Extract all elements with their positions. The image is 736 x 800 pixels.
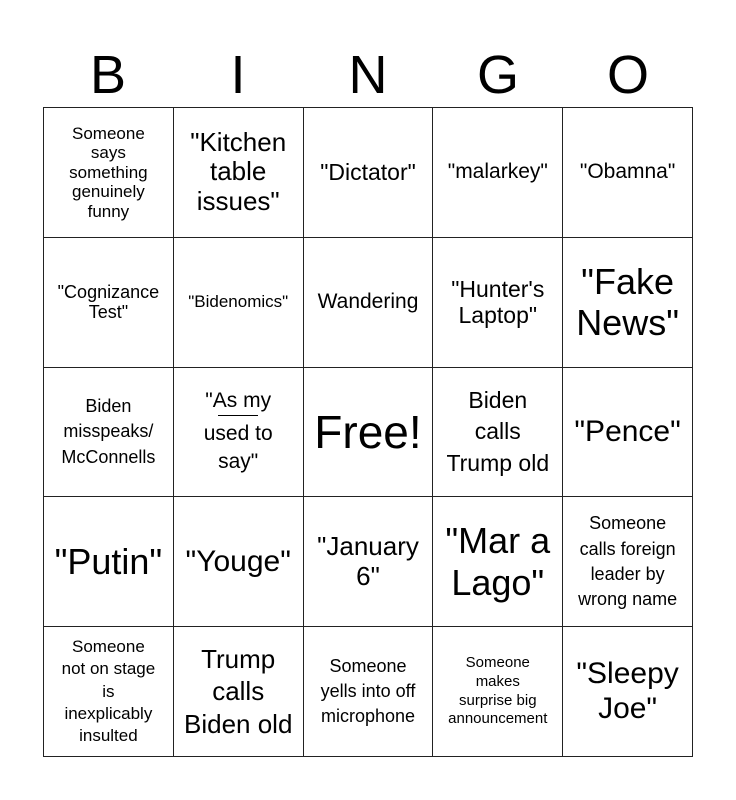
cell-text: "Putin": [54, 541, 163, 583]
cell-text: used to say": [203, 422, 273, 473]
bingo-cell-o2[interactable]: [563, 238, 693, 368]
bingo-cell-o4[interactable]: [563, 497, 693, 627]
bingo-cell-g3[interactable]: [433, 368, 563, 498]
header-letter-i: I: [230, 45, 246, 105]
cell-text: Someone yells into off microphone: [320, 655, 416, 727]
header-letter-n: N: [348, 45, 388, 105]
bingo-cell-g4[interactable]: [433, 497, 563, 627]
bingo-cell-b4[interactable]: [44, 497, 174, 627]
bingo-cell-i2[interactable]: [174, 238, 304, 368]
bingo-cell-o1[interactable]: [563, 108, 693, 238]
bingo-cell-o3[interactable]: [563, 368, 693, 498]
bingo-cell-b3[interactable]: [44, 368, 174, 498]
cell-text: "Pence": [574, 414, 681, 448]
bingo-cell-i4[interactable]: [174, 497, 304, 627]
bingo-cell-n4[interactable]: [304, 497, 434, 627]
bingo-cell-b1[interactable]: [44, 108, 174, 238]
bingo-cell-free[interactable]: [304, 368, 434, 498]
bingo-cell-b5[interactable]: [44, 627, 174, 757]
cell-text: Someone calls foreign leader by wrong name: [578, 513, 678, 609]
bingo-cell-n1[interactable]: [304, 108, 434, 238]
header-letter-o: O: [606, 45, 649, 105]
blank-line: [218, 415, 258, 416]
cell-text: "Hunter's Laptop": [451, 275, 545, 329]
cell-text: "Fake News": [576, 260, 679, 344]
cell-text: "As my: [205, 389, 272, 413]
bingo-cell-o5[interactable]: [563, 627, 693, 757]
cell-text: Biden misspeaks/ McConnells: [61, 396, 156, 467]
bingo-cell-i3[interactable]: [174, 368, 304, 498]
cell-text: Someone makes surprise big announcement: [448, 654, 548, 728]
cell-text: Someone not on stage is inexplicably insulted: [61, 637, 156, 745]
bingo-cell-g1[interactable]: [433, 108, 563, 238]
bingo-cell-n5[interactable]: [304, 627, 434, 757]
cell-text-group: [204, 389, 273, 475]
cell-text: Wandering: [317, 290, 419, 314]
bingo-cell-g2[interactable]: [433, 238, 563, 368]
cell-text: "January 6": [317, 530, 419, 591]
bingo-cell-b2[interactable]: [44, 238, 174, 368]
cell-text: "malarkey": [447, 160, 548, 184]
cell-text: "Youge": [185, 544, 291, 578]
cell-text: "Bidenomics": [188, 292, 289, 312]
bingo-cell-i5[interactable]: [174, 627, 304, 757]
free-space-text: Free!: [314, 405, 422, 458]
bingo-cell-g5[interactable]: [433, 627, 563, 757]
bingo-header: [43, 45, 693, 105]
cell-text: "Obamna": [579, 160, 676, 184]
cell-text: "Dictator": [320, 159, 416, 186]
cell-text: "Sleepy Joe": [576, 657, 679, 725]
cell-text: Trump calls Biden old: [183, 643, 293, 739]
cell-text: Biden calls Trump old: [446, 387, 550, 476]
bingo-cell-i1[interactable]: [174, 108, 304, 238]
cell-text: "Kitchen table issues": [190, 126, 287, 217]
header-letter-b: B: [89, 45, 127, 105]
bingo-board: [43, 107, 693, 757]
cell-text: "Cognizance Test": [57, 281, 160, 323]
bingo-cell-n2[interactable]: [304, 238, 434, 368]
header-letter-g: G: [476, 45, 519, 105]
cell-text: Someone says something genuinely funny: [69, 123, 148, 221]
cell-text: "Mar a Lago": [445, 520, 551, 603]
